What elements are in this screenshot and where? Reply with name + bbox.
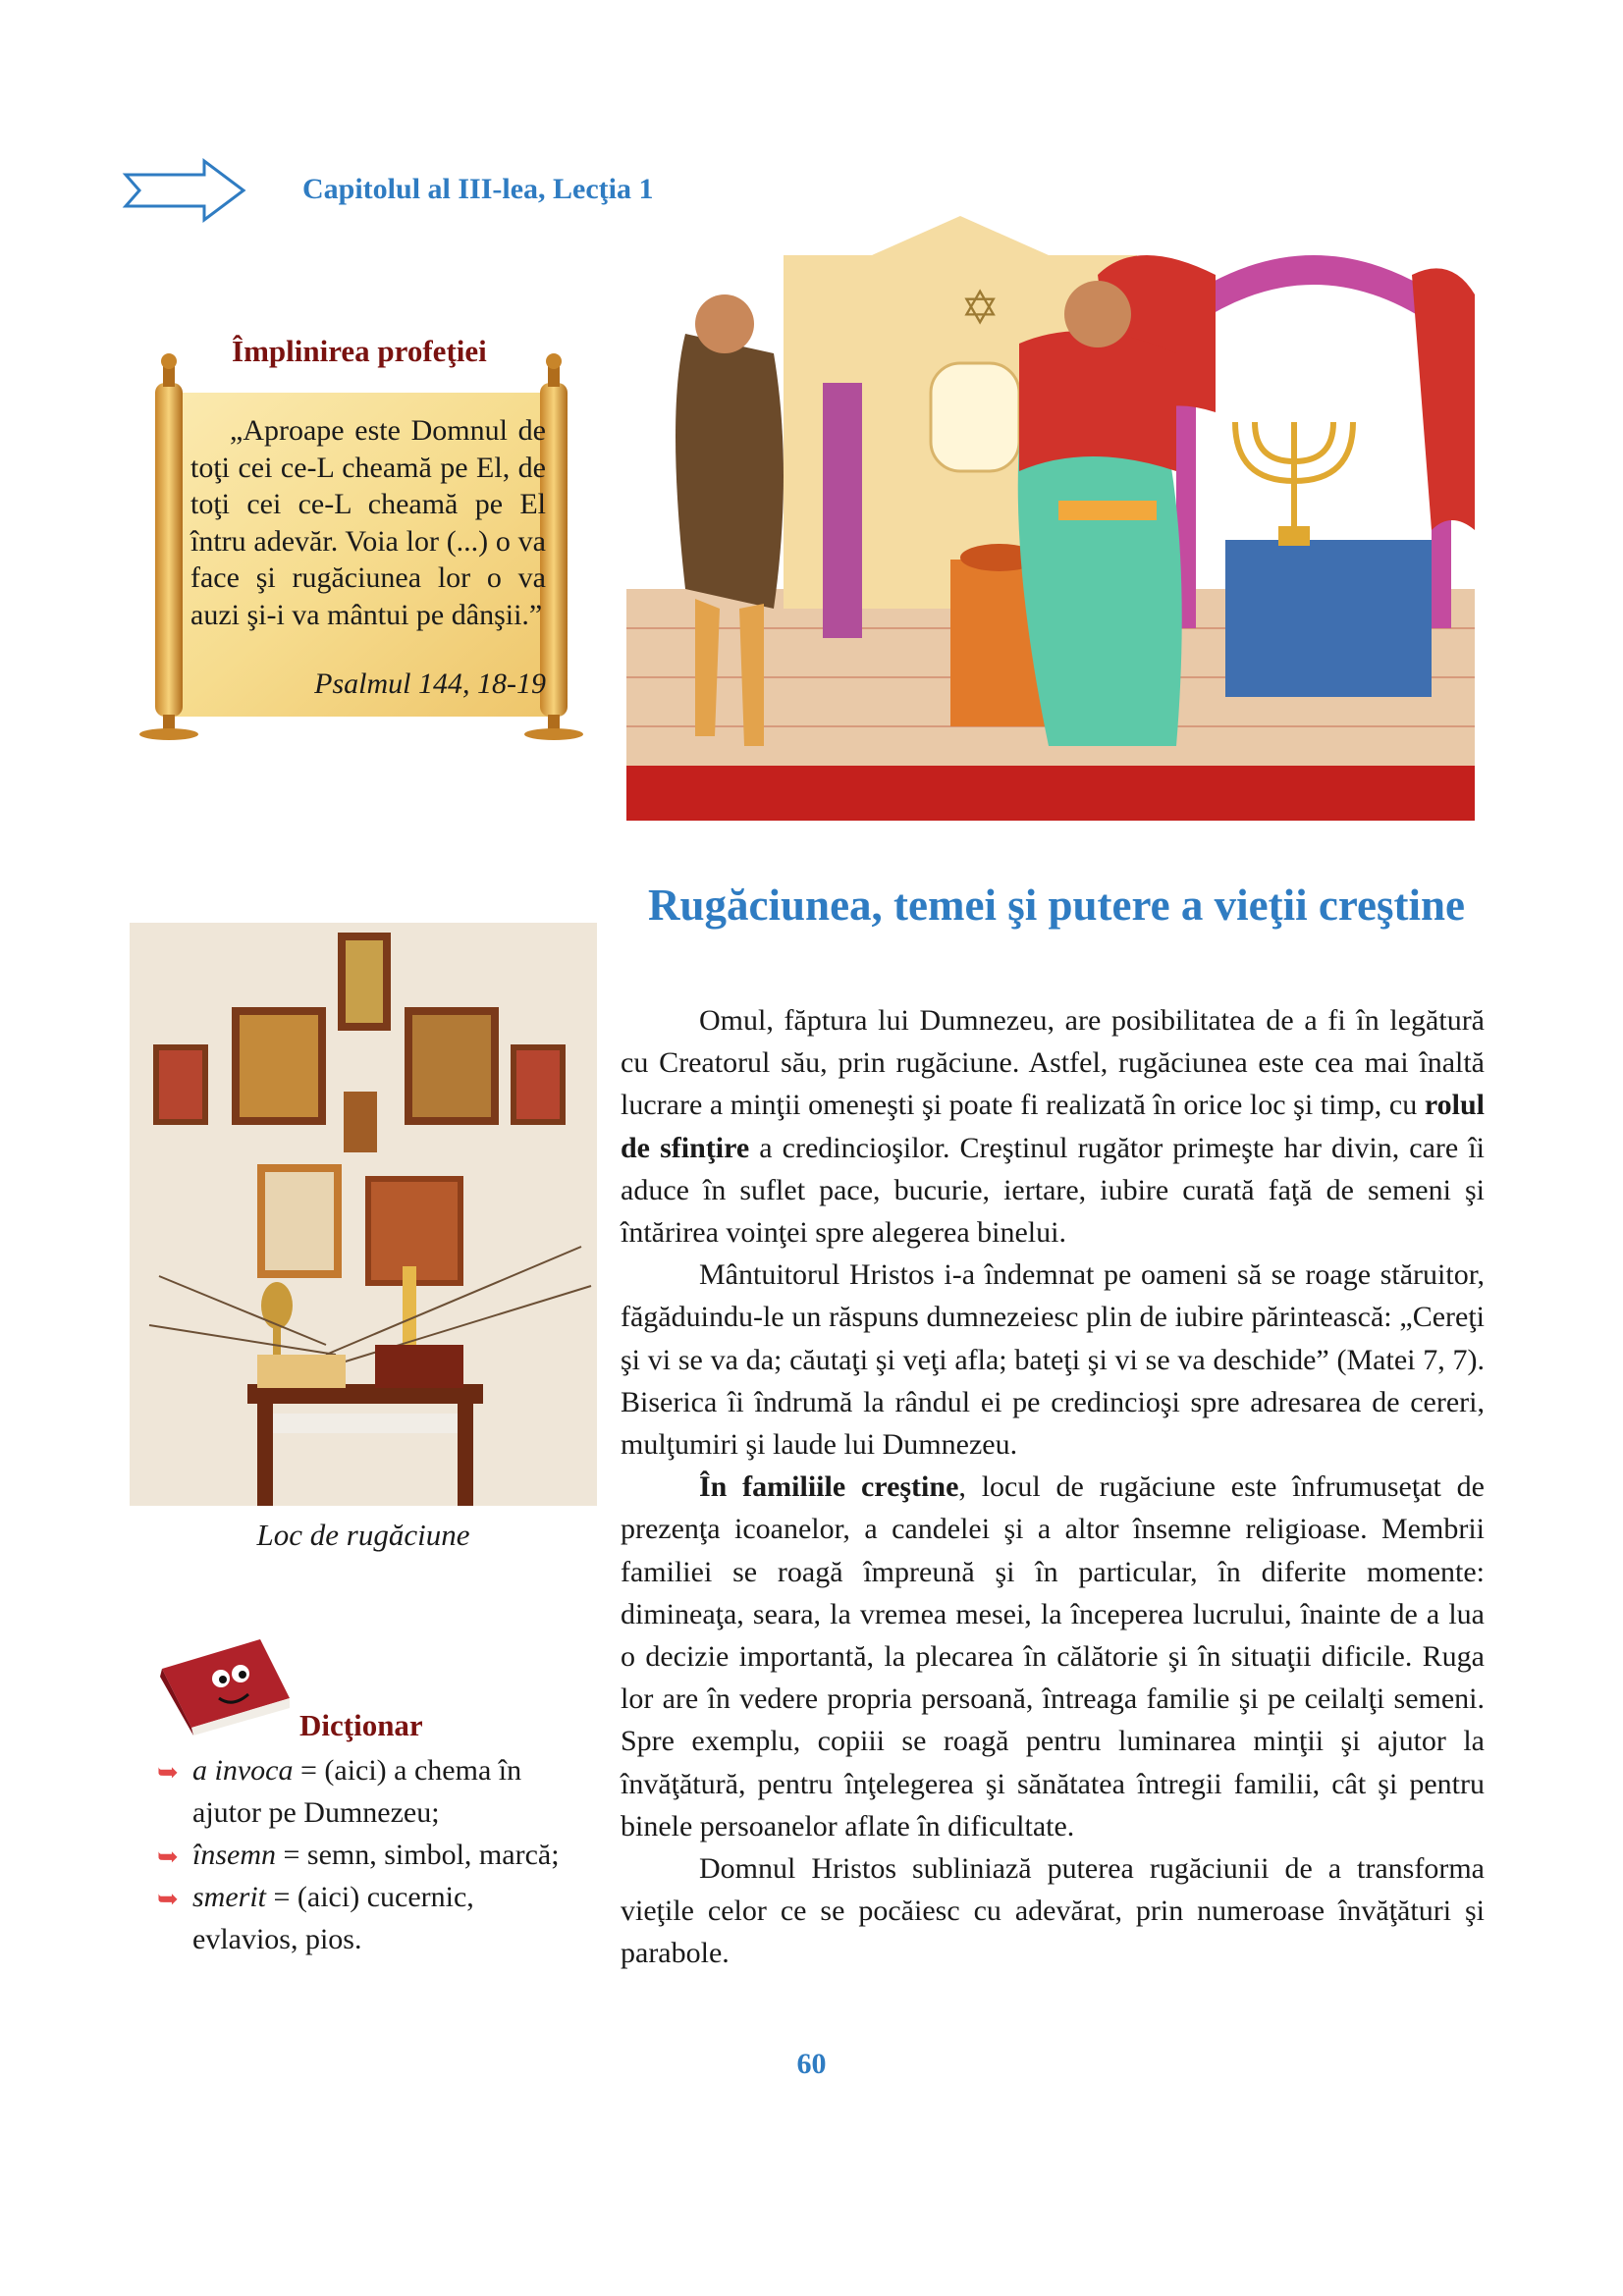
paragraph-text: , locul de rugăciune este înfrumuseţat de prezenţa icoanelor, a candelei şi a altor însemne religioase. Membrii familiei se roagă împreună şi în particular, în diferite momente: dimineaţa, seara, la vremea mesei, la începerea lucrului, înainte de a lua o decizie importantă, la plecarea în călătorie şi în situaţii dificile. Ruga lor are în vedere propria persoană, întreaga familie şi pe ceilalţi semeni. Spre exemplu, copiii se roagă pentru luminarea minţii şi ajutor la învăţătură, pentru înţelegerea şi sănătatea întregii familii, cât şi pentru binele persoanelor aflate în dificultate. <box>621 1470 1486 1842</box>
dictionary-definition: = semn, simbol, marcă; <box>276 1839 560 1871</box>
paragraph <box>621 999 1485 1254</box>
paragraph <box>621 1466 1485 1847</box>
bold-phrase: În familiile creştine <box>699 1470 959 1504</box>
scroll-heading: Împlinirea profeţiei <box>232 334 487 368</box>
chapter-heading: Capitolul al III-lea, Lecţia 1 <box>302 173 654 205</box>
scroll-citation: Psalmul 144, 18-19 <box>314 667 546 700</box>
svg-text:✡: ✡ <box>960 281 1001 336</box>
page-number: 60 <box>796 2048 827 2080</box>
pointer-icon: ➥ <box>157 1842 179 1871</box>
dictionary-entry <box>157 1749 569 1834</box>
lesson-title: Rugăciunea, temei şi putere a vieţii creştine <box>648 881 1465 930</box>
pointer-icon: ➥ <box>157 1885 179 1913</box>
dictionary-term: a invoca <box>192 1754 294 1787</box>
book-icon <box>152 1629 299 1737</box>
dictionary-term: însemn <box>192 1839 276 1871</box>
dictionary-title: Dicţionar <box>299 1708 423 1742</box>
dictionary-definition: = (aici) a chema în ajutor pe Dumnezeu; <box>192 1754 522 1829</box>
dictionary-term: smerit <box>192 1881 266 1913</box>
dictionary-entry <box>157 1834 569 1876</box>
bold-phrase: rolul de sfinţire <box>621 1089 1485 1164</box>
lesson-body <box>621 999 1485 1975</box>
paragraph: Mântuitorul Hristos i-a îndemnat pe oameni să se roage stăruitor, făgăduindu-le un răspuns dumnezeiesc plin de iubire părintească: „Cereţi şi vi se va da; căutaţi şi veţi afla; bateţi şi vi se va deschide” (Matei 7, 7). Biserica îi îndrumă la rândul ei pe credincioşi spre adresarea de cereri, mulţumiri şi laude lui Dumnezeu. <box>621 1258 1485 1462</box>
dictionary-list <box>157 1749 569 1960</box>
photo-caption: Loc de rugăciune <box>256 1518 470 1552</box>
pharisee-publican-illustration <box>626 216 1475 821</box>
paragraph: Domnul Hristos subliniază puterea rugăciunii de a transforma vieţile celor ce se pocăiesc cu adevărat, prin numeroase învăţături şi parabole. <box>621 1852 1485 1970</box>
pointer-icon: ➥ <box>157 1758 179 1787</box>
dictionary-entry <box>157 1876 569 1960</box>
paragraph-text: a credincioşilor. Creştinul rugător primeşte har divin, care îi aduce în suflet pace, bucurie, iertare, iubire curată faţă de semeni şi întărirea voinţei spre alegerea binelui. <box>621 1131 1485 1250</box>
paragraph-text: Omul, făptura lui Dumnezeu, are posibilitatea de a fi în legătură cu Creatorul său, prin rugăciune. Astfel, rugăciunea este cea mai înaltă lucrare a minţii omeneşti şi poate fi realizată în orice loc şi timp, cu <box>621 1004 1485 1122</box>
dictionary-definition: = (aici) cucernic, evlavios, pios. <box>192 1881 474 1955</box>
arrow-icon <box>122 157 247 224</box>
prayer-corner-photo <box>130 923 597 1506</box>
scroll-quote: „Aproape este Domnul de toţi cei ce-L cheamă pe El, de toţi cei ce-L cheamă pe El întru adevăr. Voia lor (...) o va face şi rugăciunea lor o va auzi şi-i va mântui pe dânşii.” <box>190 414 546 631</box>
